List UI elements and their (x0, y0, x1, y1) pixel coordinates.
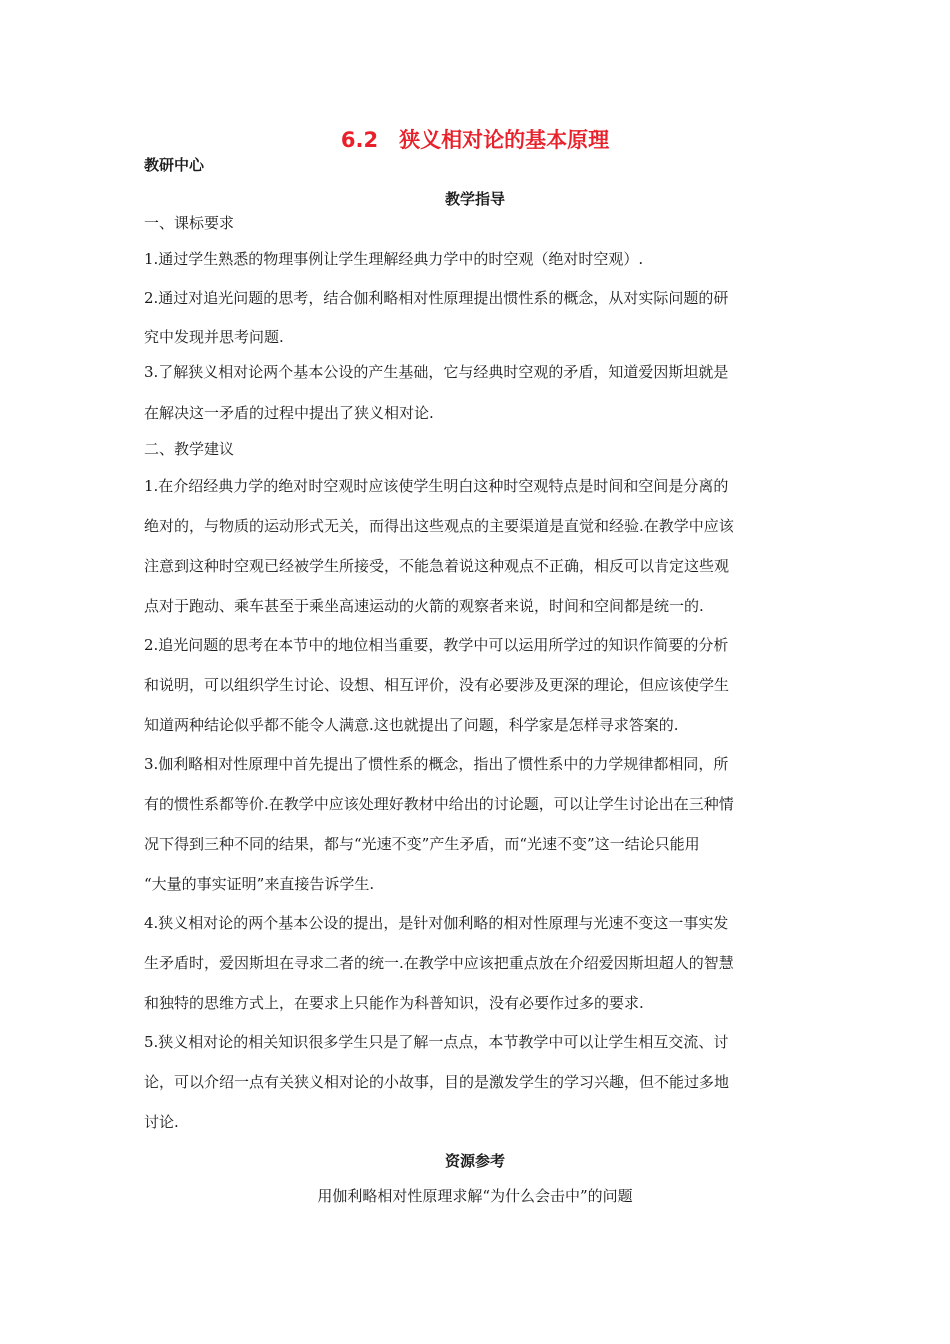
paragraph-line: 1.通过学生熟悉的物理事例让学生理解经典力学中的时空观（绝对时空观）. (144, 250, 644, 268)
paragraph-line: 有的惯性系都等价.在教学中应该处理好教材中给出的讨论题，可以让学生讨论出在三种情 (144, 795, 734, 813)
paragraph-line: 知道两种结论似乎都不能令人满意.这也就提出了问题，科学家是怎样寻求答案的. (144, 716, 679, 734)
section-heading-guidance: 教学指导 (444, 190, 505, 208)
section-heading-resources: 资源参考 (444, 1152, 505, 1170)
paragraph-line: 在解决这一矛盾的过程中提出了狭义相对论. (144, 404, 434, 422)
paragraph-line: 和说明，可以组织学生讨论、设想、相互评价，没有必要涉及更深的理论，但应该使学生 (144, 676, 730, 694)
paragraph-line: 绝对的，与物质的运动形式无关，而得出这些观点的主要渠道是直觉和经验.在教学中应该 (144, 517, 734, 535)
paragraph-line: 点对于跑动、乘车甚至于乘坐高速运动的火箭的观察者来说，时间和空间都是统一的. (144, 597, 704, 615)
resource-title: 用伽利略相对性原理求解“为什么会击中”的问题 (317, 1187, 633, 1205)
paragraph-line: “大量的事实证明”来直接告诉学生. (144, 875, 375, 893)
paragraph-line: 论，可以介绍一点有关狭义相对论的小故事，目的是激发学生的学习兴趣，但不能过多地 (144, 1073, 730, 1091)
paragraph-line: 讨论. (144, 1113, 179, 1131)
heading-curriculum-requirements: 一、课标要求 (144, 214, 235, 232)
paragraph-line: 1.在介绍经典力学的绝对时空观时应该使学生明白这种时空观特点是时间和空间是分离的 (144, 477, 729, 495)
paragraph-line: 2.追光问题的思考在本节中的地位相当重要，教学中可以运用所学过的知识作简要的分析 (144, 636, 729, 654)
paragraph-line: 4.狭义相对论的两个基本公设的提出，是针对伽利略的相对性原理与光速不变这一事实发 (144, 914, 729, 932)
paragraph-line: 注意到这种时空观已经被学生所接受，不能急着说这种观点不正确，相反可以肯定这些观 (144, 557, 730, 575)
author-label: 教研中心 (144, 156, 205, 174)
paragraph-line: 3.伽利略相对性原理中首先提出了惯性系的概念，指出了惯性系中的力学规律都相同，所 (144, 755, 729, 773)
paragraph-line: 究中发现并思考问题. (144, 328, 284, 346)
heading-teaching-suggestions: 二、教学建议 (144, 440, 235, 458)
paragraph-line: 2.通过对追光问题的思考，结合伽利略相对性原理提出惯性系的概念，从对实际问题的研 (144, 289, 729, 307)
paragraph-line: 生矛盾时，爱因斯坦在寻求二者的统一.在教学中应该把重点放在介绍爱因斯坦超人的智慧 (144, 954, 734, 972)
paragraph-line: 5.狭义相对论的相关知识很多学生只是了解一点点，本节教学中可以让学生相互交流、讨 (144, 1033, 729, 1051)
document-title: 6.2 狭义相对论的基本原理 (340, 128, 610, 152)
paragraph-line: 况下得到三种不同的结果，都与“光速不变”产生矛盾，而“光速不变”这一结论只能用 (144, 835, 700, 853)
paragraph-line: 和独特的思维方式上，在要求上只能作为科普知识，没有必要作过多的要求. (144, 994, 644, 1012)
paragraph-line: 3.了解狭义相对论两个基本公设的产生基础，它与经典时空观的矛盾，知道爱因斯坦就是 (144, 363, 729, 381)
